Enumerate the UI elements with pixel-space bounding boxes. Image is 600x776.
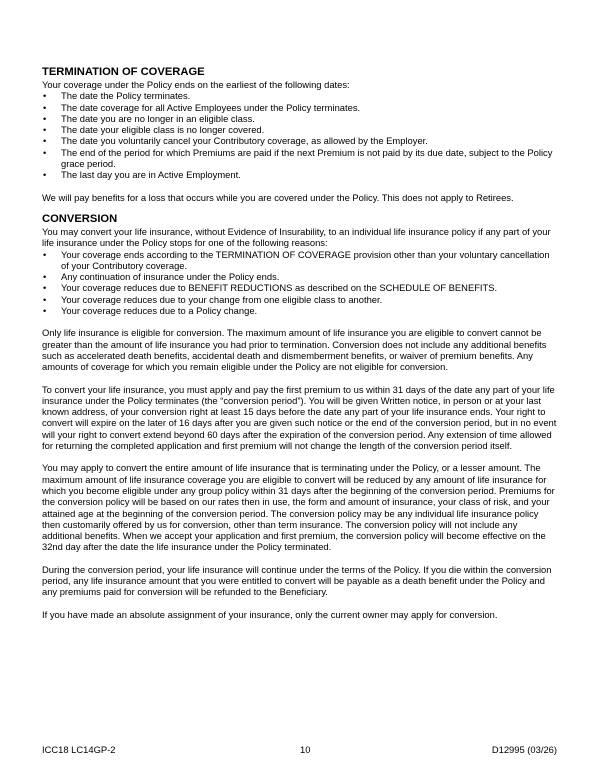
- list-item: • Your coverage reduces due to your change from one eligible class to another.: [43, 293, 383, 305]
- conversion-heading: CONVERSION: [42, 212, 118, 225]
- benefits-paragraph: We will pay benefits for a loss that occurs while you are covered under the Policy. This does not apply to Retirees.: [42, 191, 514, 203]
- conversion-list: [42, 249, 557, 317]
- list-item: • The date the Policy terminates.: [43, 90, 191, 102]
- bullet-icon: •: [43, 124, 47, 136]
- bullet-icon: •: [43, 101, 47, 113]
- bullet-icon: •: [43, 305, 47, 317]
- list-item: • The date your eligible class is no longer covered.: [43, 124, 265, 136]
- bullet-icon: •: [43, 112, 47, 124]
- form-code: ICC18 LC14GP-2: [42, 744, 116, 755]
- conversion-period-paragraph: To convert your life insurance, you must apply and pay the first premium to us within 31 days of the date any part of your life insurance under the Policy terminates (the “conversion period”). You will be given Written notice, in person or at your last known address, of your conversion right at least 15 days before the date any part of your life insurance ends. Your right to convert will expire on the later of 16 days after you are given such notice or the end of the conversion period, but in no event will your right to convert extend beyond 60 days after the expiration of the conversion period. Any extension of time allowed for returning the completed application and first premium will not change the length of the conversion period itself.: [42, 383, 557, 452]
- eligibility-paragraph: Only life insurance is eligible for conversion. The maximum amount of life insurance you are eligible to convert cannot be greater than the amount of life insurance you had prior to termination. Conversion does not include any additional benefits such as accelerated death benefits, accidental death and dismemberment benefits, or waiver of premium benefits. Any amounts of coverage for which you remain eligible under the Policy are not eligible for conversion.: [42, 327, 547, 373]
- bullet-icon: •: [43, 248, 47, 260]
- document-page: [42, 66, 557, 620]
- bullet-icon: •: [43, 135, 47, 147]
- list-item: • The date coverage for all Active Employees under the Policy terminates.: [43, 101, 361, 113]
- death-benefit-paragraph: During the conversion period, your life insurance will continue under the terms of the Policy. If you die within the conversion period, any life insurance amount that you were entitled to convert will be payable as a death benefit under the Policy and any premiums paid for conversion will be refunded to the Beneficiary.: [42, 563, 552, 598]
- termination-heading: TERMINATION OF COVERAGE: [42, 66, 205, 78]
- bullet-icon: •: [43, 293, 47, 305]
- document-code: D12995 (03/26): [491, 744, 557, 755]
- list-item: • Your coverage reduces due to BENEFIT REDUCTIONS as described on the SCHEDULE OF BENEFITS.: [43, 282, 498, 294]
- bullet-icon: •: [43, 146, 47, 158]
- list-item: • Your coverage reduces due to a Policy change.: [43, 305, 258, 317]
- bullet-icon: •: [43, 169, 47, 181]
- list-item: • Any continuation of insurance under the Policy ends.: [43, 271, 280, 283]
- list-item: • Your coverage ends according to the TERMINATION OF COVERAGE provision other than your voluntary cancellation of your Contributory coverage.: [43, 248, 550, 271]
- bullet-icon: •: [43, 271, 47, 283]
- bullet-icon: •: [43, 90, 47, 102]
- assignment-paragraph: If you have made an absolute assignment of your insurance, only the current owner may apply for conversion.: [42, 608, 498, 620]
- list-item: • The date you are no longer in an eligible class.: [43, 112, 255, 124]
- list-item: • The date you voluntarily cancel your Contributory coverage, as allowed by the Employer.: [43, 135, 428, 147]
- list-item: • The end of the period for which Premiums are paid if the next Premium is not paid by its due date, subject to the Policy grace period.: [43, 146, 553, 170]
- termination-intro: Your coverage under the Policy ends on the earliest of the following dates:: [42, 79, 350, 90]
- conversion-amount-paragraph: You may apply to convert the entire amount of life insurance that is terminating under the Policy, or a lesser amount. The maximum amount of life insurance coverage you are eligible to convert will be reduced by any amount of life insurance for which you become eligible under any group policy within 31 days after the beginning of the conversion period. Premiums for the conversion policy will be based on our rates then in use, the form and amount of insurance, your class of risk, and your attained age at the beginning of the conversion period. The conversion policy may be any individual life insurance policy then customarily offered by us for conversion, other than term insurance. The conversion policy will not include any additional benefits. When we accept your application and first premium, the conversion policy will become effective on the 32nd day after the date the life insurance under the Policy terminated.: [42, 462, 555, 553]
- termination-list: [42, 90, 557, 180]
- bullet-icon: •: [43, 282, 47, 294]
- conversion-intro: You may convert your life insurance, without Evidence of Insurability, to an individual life insurance policy if any part of your life insurance under the Policy stops for one of the following reasons:: [42, 225, 551, 249]
- page-number: 10: [300, 744, 311, 755]
- list-item: • The last day you are in Active Employment.: [43, 169, 241, 181]
